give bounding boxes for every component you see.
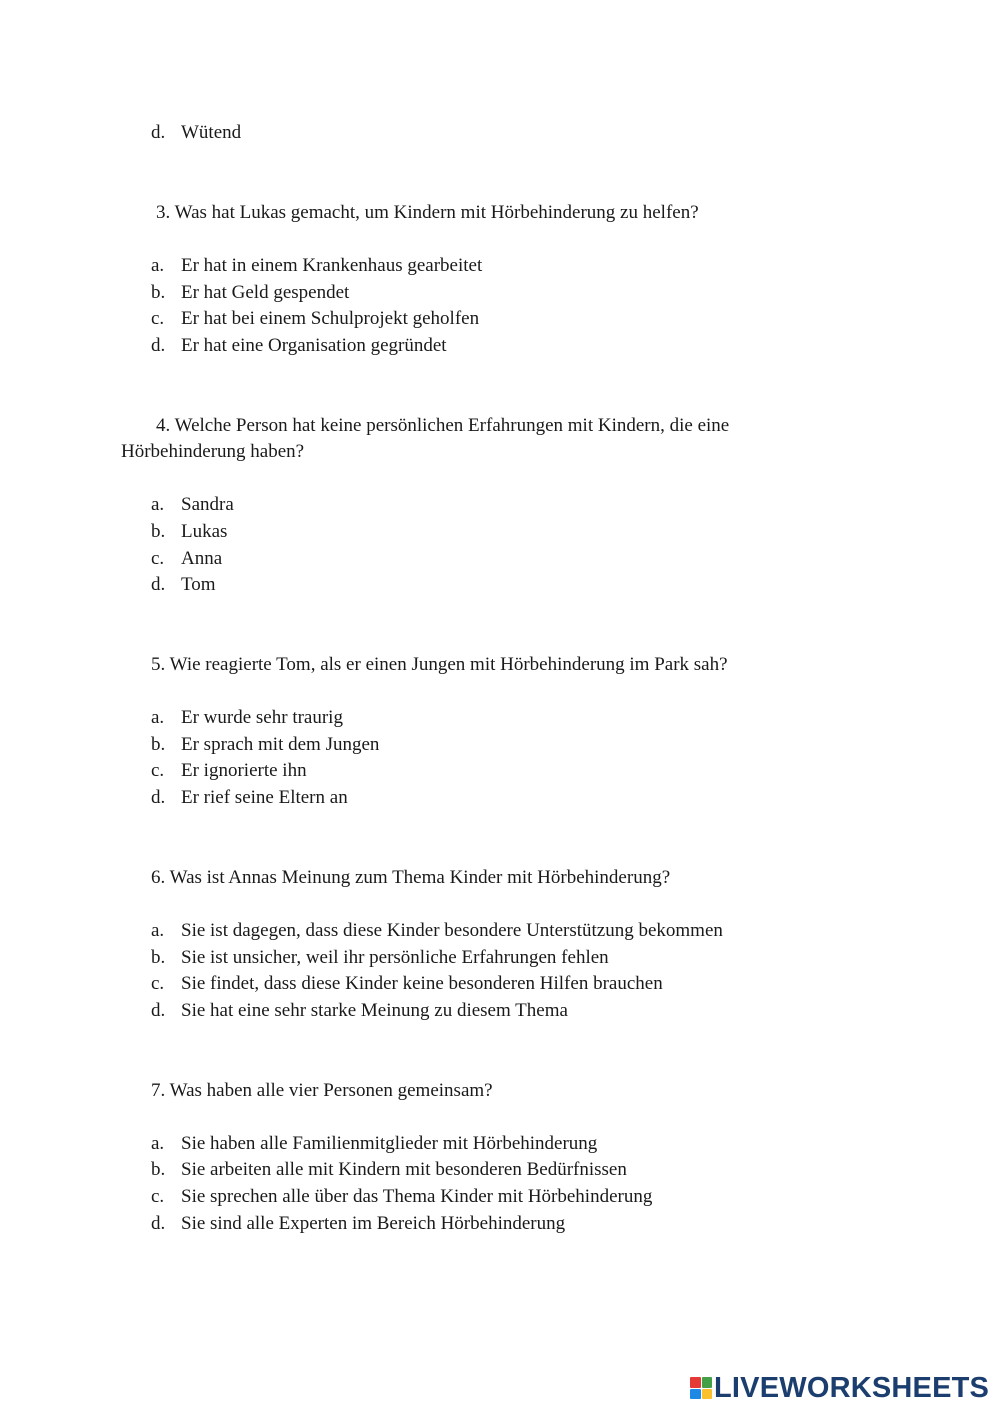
q3-option-b	[151, 280, 349, 307]
q6-option-c	[151, 971, 663, 998]
option-text: Sie arbeiten alle mit Kindern mit besonderen Bedürfnissen	[181, 1159, 627, 1180]
q5-option-d	[151, 785, 348, 812]
option-text: Sie ist dagegen, dass diese Kinder besondere Unterstützung bekommen	[181, 920, 723, 941]
option-text: Wütend	[181, 122, 242, 143]
option-letter: d.	[151, 574, 166, 595]
q3-option-d	[151, 333, 447, 360]
option-text: Er hat bei einem Schulprojekt geholfen	[181, 308, 480, 329]
logo-text: LIVEWORKSHEETS	[714, 1371, 990, 1404]
q5-option-a	[151, 705, 343, 732]
option-text: Tom	[181, 574, 216, 595]
q7-option-d	[151, 1211, 565, 1238]
logo-square-green	[702, 1377, 713, 1388]
q7-option-a	[151, 1131, 597, 1158]
option-text: Sandra	[181, 494, 234, 515]
option-letter: a.	[151, 1133, 165, 1154]
q4-option-b	[151, 519, 227, 546]
question-3: 3. Was hat Lukas gemacht, um Kindern mit Hörbehinderung zu helfen?	[156, 202, 699, 223]
option-letter: a.	[151, 255, 165, 276]
option-text: Sie ist unsicher, weil ihr persönliche Erfahrungen fehlen	[181, 947, 609, 968]
q5-option-b	[151, 732, 379, 759]
option-letter: d.	[151, 1213, 166, 1234]
option-text: Sie sprechen alle über das Thema Kinder mit Hörbehinderung	[181, 1186, 653, 1207]
option-letter: c.	[151, 760, 165, 781]
q6-option-d	[151, 998, 568, 1025]
option-letter: d.	[151, 122, 166, 143]
option-text: Anna	[181, 548, 223, 569]
option-letter: b.	[151, 947, 166, 968]
option-letter: c.	[151, 973, 165, 994]
option-letter: d.	[151, 787, 166, 808]
option-text: Lukas	[181, 521, 228, 542]
option-letter: b.	[151, 282, 166, 303]
option-letter: b.	[151, 734, 166, 755]
question-7: 7. Was haben alle vier Personen gemeinsam?	[151, 1080, 493, 1101]
q3-option-c	[151, 306, 479, 333]
question-4: 4. Welche Person hat keine persönlichen Erfahrungen mit Kindern, die eine Hörbehinderung haben?	[121, 415, 730, 462]
option-text: Er hat in einem Krankenhaus gearbeitet	[181, 255, 483, 276]
option-letter: c.	[151, 308, 165, 329]
logo-square-blue	[690, 1389, 701, 1400]
option-text: Er hat eine Organisation gegründet	[181, 335, 447, 356]
q2-option-d	[151, 120, 241, 147]
option-text: Er wurde sehr traurig	[181, 707, 343, 728]
q5-option-c	[151, 758, 307, 785]
option-letter: a.	[151, 920, 165, 941]
q4-option-a	[151, 492, 234, 519]
q4-option-c	[151, 546, 222, 573]
option-letter: d.	[151, 335, 166, 356]
option-letter: c.	[151, 548, 165, 569]
question-5: 5. Wie reagierte Tom, als er einen Jungen mit Hörbehinderung im Park sah?	[151, 654, 728, 675]
option-text: Er ignorierte ihn	[181, 760, 307, 781]
option-letter: b.	[151, 1159, 166, 1180]
option-text: Sie haben alle Familienmitglieder mit Hörbehinderung	[181, 1133, 598, 1154]
option-letter: c.	[151, 1186, 165, 1207]
q6-option-a	[151, 918, 723, 945]
option-letter: a.	[151, 707, 165, 728]
option-text: Sie hat eine sehr starke Meinung zu diesem Thema	[181, 1000, 568, 1021]
option-letter: a.	[151, 494, 165, 515]
q7-option-c	[151, 1184, 652, 1211]
liveworksheets-logo-icon	[690, 1377, 712, 1399]
option-letter: d.	[151, 1000, 166, 1021]
option-text: Sie sind alle Experten im Bereich Hörbehinderung	[181, 1213, 566, 1234]
q4-option-d	[151, 572, 216, 599]
q3-option-a	[151, 253, 482, 280]
option-text: Er rief seine Eltern an	[181, 787, 348, 808]
question-6: 6. Was ist Annas Meinung zum Thema Kinder mit Hörbehinderung?	[151, 867, 671, 888]
logo-square-red	[690, 1377, 701, 1388]
logo-square-yellow	[702, 1389, 713, 1400]
option-letter: b.	[151, 521, 166, 542]
option-text: Er sprach mit dem Jungen	[181, 734, 380, 755]
option-text: Sie findet, dass diese Kinder keine besonderen Hilfen brauchen	[181, 973, 663, 994]
q6-option-b	[151, 945, 609, 972]
q7-option-b	[151, 1157, 627, 1184]
option-text: Er hat Geld gespendet	[181, 282, 350, 303]
liveworksheets-logo[interactable]	[690, 1373, 989, 1403]
